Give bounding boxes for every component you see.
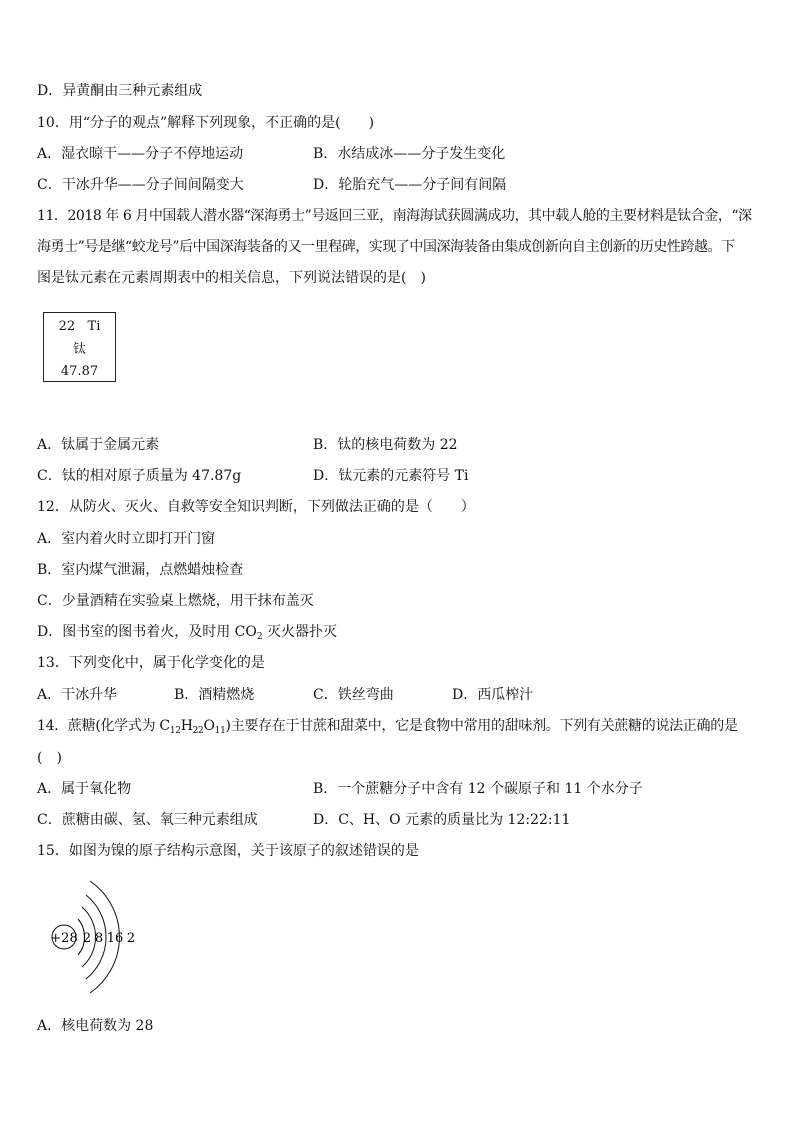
q14-option-d: D．C、H、O 元素的质量比为 12:22:11 xyxy=(313,812,571,828)
element-symbol: Ti xyxy=(87,319,101,334)
q12-option-c: C．少量酒精在实验桌上燃烧，用干抹布盖灭 xyxy=(37,593,314,609)
q15-option-a: A．核电荷数为 28 xyxy=(37,1018,154,1034)
element-mass: 47.87 xyxy=(60,364,99,379)
q14-option-a: A．属于氧化物 xyxy=(37,781,132,797)
q11-option-a: A．钛属于金属元素 xyxy=(37,437,160,453)
q9-option-d: D．异黄酮由三种元素组成 xyxy=(37,83,203,99)
q13-option-c: C．铁丝弯曲 xyxy=(313,687,394,703)
shell-electrons-2: 8 xyxy=(94,931,104,946)
q11-stem-line3: 图是钛元素在元素周期表中的相关信息，下列说法错误的是( ) xyxy=(37,270,426,286)
titanium-element-card xyxy=(43,312,116,382)
q12-option-d: D．图书室的图书着火，及时用 $CO_2$ 灭火器扑灭 xyxy=(37,624,338,642)
q10-option-d: D．轮胎充气——分子间有间隔 xyxy=(313,177,507,193)
q10-stem: 10．用“分子的观点”解释下列现象，不正确的是( ) xyxy=(37,115,375,131)
shell-electrons-4: 2 xyxy=(126,931,136,946)
q12-stem: 12．从防火、灭火、自救等安全知识判断，下列做法正确的是（ ） xyxy=(37,499,475,515)
q13-option-d: D．西瓜榨汁 xyxy=(452,687,534,703)
q11-option-c: C．钛的相对原子质量为 47.87g xyxy=(37,468,242,484)
shell-electrons-1: 2 xyxy=(82,931,92,946)
element-number-symbol xyxy=(44,320,115,333)
element-name: 钛 xyxy=(72,342,86,357)
q13-option-b: B．酒精燃烧 xyxy=(174,687,255,703)
q14-answer-paren: ( ) xyxy=(37,750,62,766)
shell-electrons-3: 16 xyxy=(106,931,124,946)
nickel-atom-diagram xyxy=(40,875,150,1005)
q14-option-b: B．一个蔗糖分子中含有 12 个碳原子和 11 个水分子 xyxy=(313,781,643,797)
q13-stem: 13．下列变化中，属于化学变化的是 xyxy=(37,655,265,671)
q11-stem-line1: 11．2018 年 6 月中国载人潜水器“深海勇士”号返回三亚，南海海试获圆满成功，其中载人舱的主要材料是钛合金，“深 xyxy=(37,208,752,224)
q11-option-d: D．钛元素的元素符号 Ti xyxy=(313,468,469,484)
q10-option-a: A．湿衣晾干——分子不停地运动 xyxy=(37,146,244,162)
q13-option-a: A．干冰升华 xyxy=(37,687,118,703)
q10-option-b: B．水结成冰——分子发生变化 xyxy=(313,146,506,162)
q11-option-b: B．钛的核电荷数为 22 xyxy=(313,437,458,453)
q10-option-c: C．干冰升华——分子间间隔变大 xyxy=(37,177,244,193)
q15-stem: 15．如图为镍的原子结构示意图，关于该原子的叙述错误的是 xyxy=(37,843,419,859)
element-number: 22 xyxy=(58,319,76,334)
q12-option-b: B．室内煤气泄漏，点燃蜡烛检查 xyxy=(37,562,244,578)
q12-option-a: A．室内着火时立即打开门窗 xyxy=(37,531,216,547)
q14-stem: 14．蔗糖(化学式为 $C_{12}H_{22}O_{11}$)主要存在于甘蔗和甜菜中，它是食物中常用的甜味剂。下列有关蔗糖的说法正确的是 xyxy=(37,718,738,736)
nucleus-charge: +28 xyxy=(50,931,78,946)
q14-option-c: C．蔗糖由碳、氢、氧三种元素组成 xyxy=(37,812,258,828)
q11-stem-line2: 海勇士”号是继“蛟龙号”后中国深海装备的又一里程碑，实现了中国深海装备由集成创新向自主创新的历史性跨越。下 xyxy=(37,239,735,255)
